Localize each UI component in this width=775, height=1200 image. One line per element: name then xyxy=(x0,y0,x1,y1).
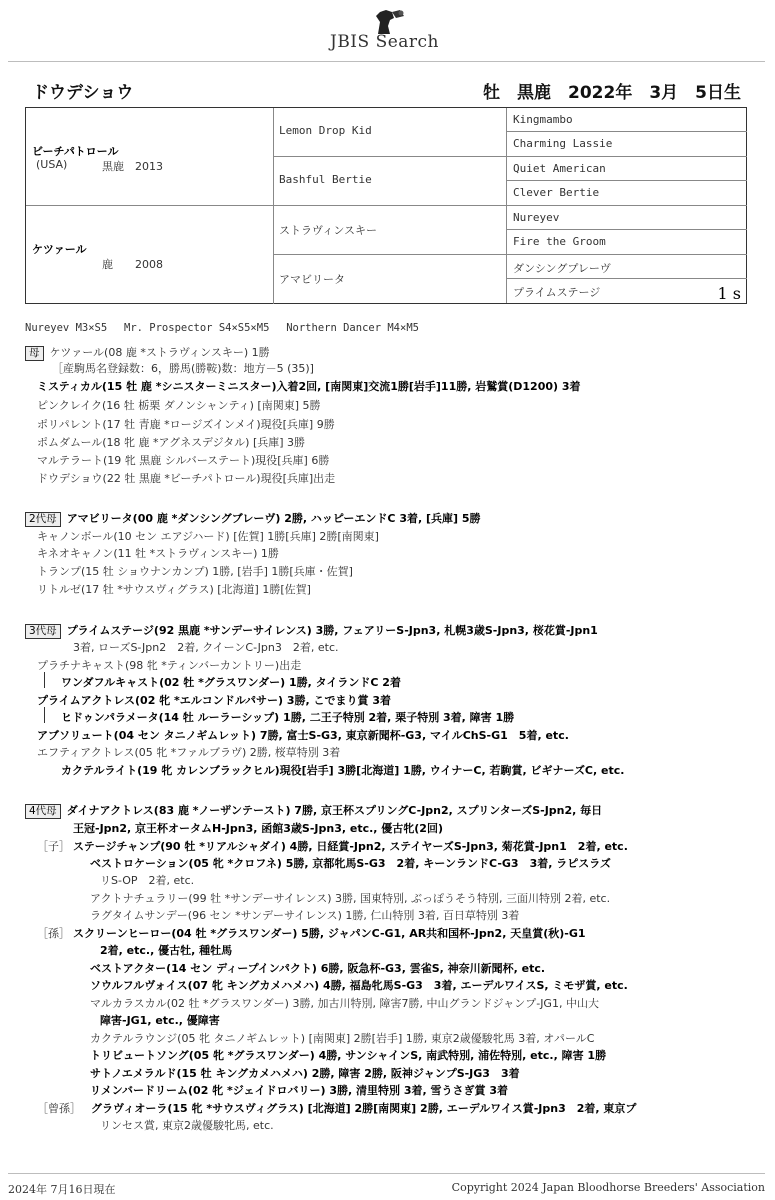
g3-cell-6[interactable] xyxy=(507,230,747,255)
g2-line-0[interactable]: 2代母 アマビリータ(00 鹿 *ダンシングブレーヴ) 2勝, ハッピーエンドC 3着, [兵庫] 5勝 xyxy=(25,511,481,527)
relation-great-grandchild: ［曾孫］ xyxy=(37,1102,81,1115)
dam-line-1: ［産駒馬名登録数：6，勝馬(勝鞍)数：地方－5 (35)] xyxy=(52,362,314,375)
sibling-connector-1 xyxy=(44,672,45,688)
relation-child: ［子］ xyxy=(37,840,70,853)
g3-name-7: ダンシングプレーヴ xyxy=(513,262,611,275)
g4-line-14[interactable]: トリビュートソング(05 牝 *グラスワンダー) 4勝, サンシャインS, 南武特別, 浦佐特別, etc., 障害 1勝 xyxy=(90,1049,607,1062)
g3-line-5[interactable]: ヒドゥンパラメータ(14 牡 ルーラーシップ) 1勝, 二王子特別 2着, 栗子特別 3着, 障害 1勝 xyxy=(61,711,515,724)
dam-line-6[interactable]: マルテラート(19 牝 黒鹿 シルバーステート)現役[兵庫] 6勝 xyxy=(37,454,330,467)
sire-dam-cell[interactable] xyxy=(274,157,507,206)
as-of-date: 2024年 7月16日現在 xyxy=(8,1183,116,1196)
g4-line-4: リS-OP 2着, etc. xyxy=(100,874,195,887)
g3-line-0[interactable]: 3代母 プライムステージ(92 黒鹿 *サンデーサイレンス) 3勝, フェアリーS-Jpn3, 札幌3歳S-Jpn3, 桜花賞-Jpn1 xyxy=(25,623,598,639)
g3-line-6[interactable]: アブソリュート(04 セン タニノギムレット) 7勝, 富士S-G3, 東京新聞杯-G3, マイルChS-G1 5着, etc. xyxy=(37,729,569,742)
sire-origin: (USA) xyxy=(36,158,68,171)
g4-line-13[interactable]: カクテルラウンジ(05 牝 タニノギムレット) [南関東] 2勝[岩手] 1勝, 東京2歳優駿牝馬 3着, オパールC xyxy=(90,1032,595,1045)
g2-line-1[interactable]: キャノンボール(10 セン エアジハード) [佐賀] 1勝[兵庫] 2勝[南関東] xyxy=(37,530,379,543)
g4-line-3[interactable]: ベストロケーション(05 牝 *クロフネ) 5勝, 京都牝馬S-G3 2着, キーンランドC-G3 3着, ラピスラズ xyxy=(90,857,611,870)
g3-cell-8[interactable] xyxy=(507,279,747,303)
g4-line-10[interactable]: ソウルフルヴォイス(07 牝 キングカメハメハ) 4勝, 福島牝馬S-G3 3着, エーデルワイスS, ミモザ賞, etc. xyxy=(90,979,628,992)
g4-line-12: 障害-JG1, etc., 優障害 xyxy=(100,1014,220,1027)
sibling-connector-2 xyxy=(44,707,45,723)
sire-sire-cell[interactable] xyxy=(274,108,507,157)
dam-dam-cell[interactable] xyxy=(274,255,507,303)
g3-cell-5[interactable] xyxy=(507,206,747,230)
g3-name-1: Kingmambo xyxy=(513,113,573,126)
g3-section-tag: 3代母 xyxy=(25,624,61,639)
g4-line-7[interactable]: ［孫］ スクリーンヒーロー(04 牡 *グラスワンダー) 5勝, ジャパンC-G1, AR共和国杯-Jpn2, 天皇賞(秋)-G1 xyxy=(37,927,586,940)
g2-line-3[interactable]: トランプ(15 牡 ショウナンカンプ) 1勝, [岩手] 1勝[兵庫・佐賀] xyxy=(37,565,353,578)
family-number: 1 s xyxy=(717,284,741,303)
g2-line-4[interactable]: リトルゼ(17 牡 *サウスヴィグラス) [北海道] 1勝[佐賀] xyxy=(37,583,311,596)
g4-line-0[interactable]: 4代母 ダイナアクトレス(83 鹿 *ノーザンテースト) 7勝, 京王杯スプリングC-Jpn2, スプリンターズS-Jpn2, 毎日 xyxy=(25,803,602,819)
dam-line-0: 母 ケツァール(08 鹿 *ストラヴィンスキー) 1勝 xyxy=(25,345,270,361)
sire-cell[interactable] xyxy=(26,108,274,206)
g4-line-16[interactable]: リメンバードリーム(02 牝 *ジェイドロバリー) 3勝, 清里特別 3着, 雪うさぎ賞 3着 xyxy=(90,1084,509,1097)
g3-line-4[interactable]: プライムアクトレス(02 牝 *エルコンドルパサー) 3勝, こでまり賞 3着 xyxy=(37,694,391,707)
dam-color-year: 鹿 2008 xyxy=(102,258,163,271)
horse-name: ドウデショウ xyxy=(32,83,134,103)
relation-grandchild: ［孫］ xyxy=(37,927,70,940)
g3-name-2: Charming Lassie xyxy=(513,137,613,150)
g4-line-11[interactable]: マルカラスカル(02 牡 *グラスワンダー) 3勝, 加古川特別, 障害7勝, 中山グランドジャンプ-JG1, 中山大 xyxy=(90,997,599,1010)
dam-section-tag: 母 xyxy=(25,346,44,361)
dam-dam-name: アマビリータ xyxy=(279,273,345,286)
dam-sire-name: ストラヴィンスキー xyxy=(279,224,378,237)
g2-line-2[interactable]: キネオキャノン(11 牡 *ストラヴィンスキー) 1勝 xyxy=(37,547,279,560)
g4-line-6[interactable]: ラグタイムサンデー(96 セン *サンデーサイレンス) 1勝, 仁山特別 3着, 百日草特別 3着 xyxy=(90,909,520,922)
g2-section-tag: 2代母 xyxy=(25,512,61,527)
copyright: Copyright 2024 Japan Bloodhorse Breeders' Association xyxy=(451,1181,765,1194)
dam-name: ケツァール xyxy=(32,243,87,256)
dam-sire-cell[interactable] xyxy=(274,206,507,255)
g3-cell-1[interactable] xyxy=(507,108,747,132)
sire-name: ビーチパトロール xyxy=(32,145,119,158)
g4-line-9[interactable]: ベストアクター(14 セン ディープインパクト) 6勝, 阪急杯-G3, 雲雀S, 神奈川新聞杯, etc. xyxy=(90,962,546,975)
dam-line-7[interactable]: ドウデショウ(22 牡 黒鹿 *ビーチパトロール)現役[兵庫]出走 xyxy=(37,472,336,485)
header-divider xyxy=(8,61,765,62)
sire-dam-name: Bashful Bertie xyxy=(279,173,372,186)
g3-line-3[interactable]: ワンダフルキャスト(02 牡 *グラスワンダー) 1勝, タイランドC 2着 xyxy=(61,676,401,689)
g3-line-8[interactable]: カクテルライト(19 牝 カレンブラックヒル)現役[岩手] 3勝[北海道] 1勝, ウイナーC, 若駒賞, ビギナーズC, etc. xyxy=(61,764,625,777)
g3-line-2[interactable]: プラチナキャスト(98 牝 *ティンバーカントリー)出走 xyxy=(37,659,302,672)
g4-section-tag: 4代母 xyxy=(25,804,61,819)
pedigree-table xyxy=(25,107,747,304)
inbreeding-summary: Nureyev M3×S5 Mr. Prospector S4×S5×M5 Northern Dancer M4×M5 xyxy=(25,322,419,334)
logo-text: JBIS Search xyxy=(330,32,440,52)
g4-line-1: 王冠-Jpn2, 京王杯オータムH-Jpn3, 函館3歳S-Jpn3, etc., 優古牝(2回) xyxy=(73,822,443,835)
g3-line-7[interactable]: エフティアクトレス(05 牝 *ファルブラヴ) 2勝, 桜草特別 3着 xyxy=(37,746,341,759)
sire-sire-name: Lemon Drop Kid xyxy=(279,124,372,137)
g3-cell-4[interactable] xyxy=(507,181,747,206)
g3-line-1: 3着, ローズS-Jpn2 2着, クイーンC-Jpn3 2着, etc. xyxy=(73,641,339,654)
g3-name-5: Nureyev xyxy=(513,211,560,224)
g4-line-5[interactable]: アクトナチュラリー(99 牡 *サンデーサイレンス) 3勝, 国東特別, ぶっぽうそう特別, 三面川特別 2着, etc. xyxy=(90,892,611,905)
dam-line-3[interactable]: ピンクレイク(16 牡 栃栗 ダノンシャンティ) [南関東] 5勝 xyxy=(37,399,321,412)
g3-cell-3[interactable] xyxy=(507,157,747,181)
horse-info: 牡 黒鹿 2022年 3月 5日生 xyxy=(483,83,741,103)
sire-color-year: 黒鹿 2013 xyxy=(102,160,163,173)
g3-name-8: プライムステージ xyxy=(513,286,601,299)
jbis-search-logo[interactable] xyxy=(330,8,460,54)
dam-line-4[interactable]: ポリパレント(17 牡 青鹿 *ロージズインメイ)現役[兵庫] 9勝 xyxy=(37,418,335,431)
g3-name-6: Fire the Groom xyxy=(513,235,606,248)
g3-name-4: Clever Bertie xyxy=(513,186,600,199)
footer-divider xyxy=(8,1173,765,1174)
g3-name-3: Quiet American xyxy=(513,162,606,175)
g4-line-2[interactable]: ［子］ ステージチャンプ(90 牡 *リアルシャダイ) 4勝, 日経賞-Jpn2, ステイヤーズS-Jpn3, 菊花賞-Jpn1 2着, etc. xyxy=(37,840,628,853)
g3-cell-7[interactable] xyxy=(507,255,747,279)
g4-line-8: 2着, etc., 優古牡, 種牡馬 xyxy=(100,944,233,957)
dam-cell[interactable] xyxy=(26,206,274,304)
g4-line-18: リンセス賞, 東京2歳優駿牝馬, etc. xyxy=(100,1119,274,1132)
g3-cell-2[interactable] xyxy=(507,132,747,157)
dam-line-2[interactable]: ミスティカル(15 牡 鹿 *シニスターミニスター)入着2回, [南関東]交流1勝[岩手]11勝, 岩鷲賞(D1200) 3着 xyxy=(37,380,581,393)
g4-line-17[interactable]: ［曾孫］ グラヴィオーラ(15 牝 *サウスヴィグラス) [北海道] 2勝[南関東] 2勝, エーデルワイス賞-Jpn3 2着, 東京プ xyxy=(37,1102,637,1115)
g4-line-15[interactable]: サトノエメラルド(15 牡 キングカメハメハ) 2勝, 障害 2勝, 阪神ジャンプS-JG3 3着 xyxy=(90,1067,520,1080)
dam-line-5[interactable]: ポムダムール(18 牝 鹿 *アグネスデジタル) [兵庫] 3勝 xyxy=(37,436,306,449)
